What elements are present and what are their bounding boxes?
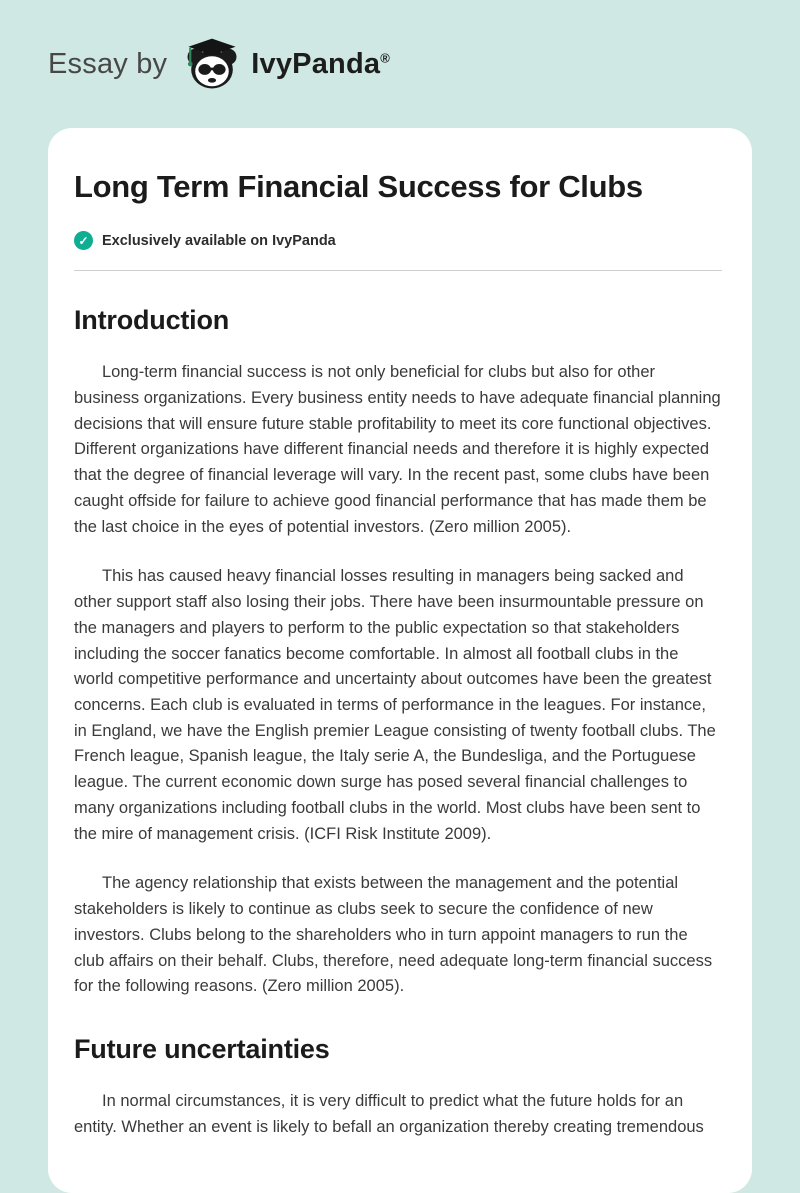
section-heading-future-uncertainties: Future uncertainties bbox=[74, 1034, 330, 1065]
registered-mark: ® bbox=[380, 49, 390, 65]
check-icon bbox=[74, 231, 93, 250]
paragraph: Long-term financial success is not only beneficial for clubs but also for other business organizations. Every business entity needs to have adequate financial planning decisions that will ensure future stable profitability to meet its core functional objectives. Different organizations have different financial needs and therefore it is highly expected that the degree of financial leverage will vary. In the recent past, some clubs have been caught offside for failure to achieve good financial performance that has made them be the last choice in the eyes of potential investors. (Zero million 2005). bbox=[74, 363, 721, 536]
brand-text: IvyPanda bbox=[251, 47, 381, 80]
divider bbox=[74, 270, 722, 271]
section-heading-introduction: Introduction bbox=[74, 305, 230, 336]
availability-badge bbox=[74, 231, 722, 250]
ivypanda-logo[interactable] bbox=[183, 35, 390, 93]
availability-badge-text: Exclusively available on IvyPanda bbox=[102, 232, 336, 249]
page-title: Long Term Financial Success for Clubs bbox=[74, 169, 643, 204]
check-glyph: ✓ bbox=[78, 233, 89, 248]
essay-by-label: Essay by bbox=[48, 47, 168, 80]
essay-card bbox=[48, 128, 752, 1193]
page-header bbox=[0, 0, 800, 128]
section-future-uncertainties bbox=[74, 1034, 722, 1140]
paragraph: In normal circumstances, it is very difficult to predict what the future holds for an entity. Whether an event is likely to befall an organization thereby creating tremendous bbox=[74, 1092, 704, 1136]
section-introduction bbox=[74, 305, 722, 1000]
panda-logo-icon bbox=[183, 35, 241, 93]
paragraph: The agency relationship that exists between the management and the potential stakeholders is likely to continue as clubs seek to secure the confidence of new investors. Clubs belong to the shareholders who in turn appoint managers to run the club affairs on their behalf. Clubs, therefore, need adequate long-term financial success for the following reasons. (Zero million 2005). bbox=[74, 874, 713, 996]
paragraph: This has caused heavy financial losses resulting in managers being sacked and other support staff also losing their jobs. There have been insurmountable pressure on the managers and players to perform to the public expectation so that stakeholders including the soccer fanatics become comfortable. In almost all football clubs in the world competitive performance and uncertainty about outcomes have been the greatest concerns. Each club is evaluated in terms of performance in the leagues. For instance, in England, we have the English premier League consisting of twenty football clubs. The French league, Spanish league, the Italy serie A, the Bundesliga, and the Portuguese league. The current economic down surge has posed several financial challenges to many organizations including football clubs in the world. Most clubs have been sent to the mire of management crisis. (ICFI Risk Institute 2009). bbox=[74, 567, 716, 843]
brand-name bbox=[251, 48, 390, 81]
